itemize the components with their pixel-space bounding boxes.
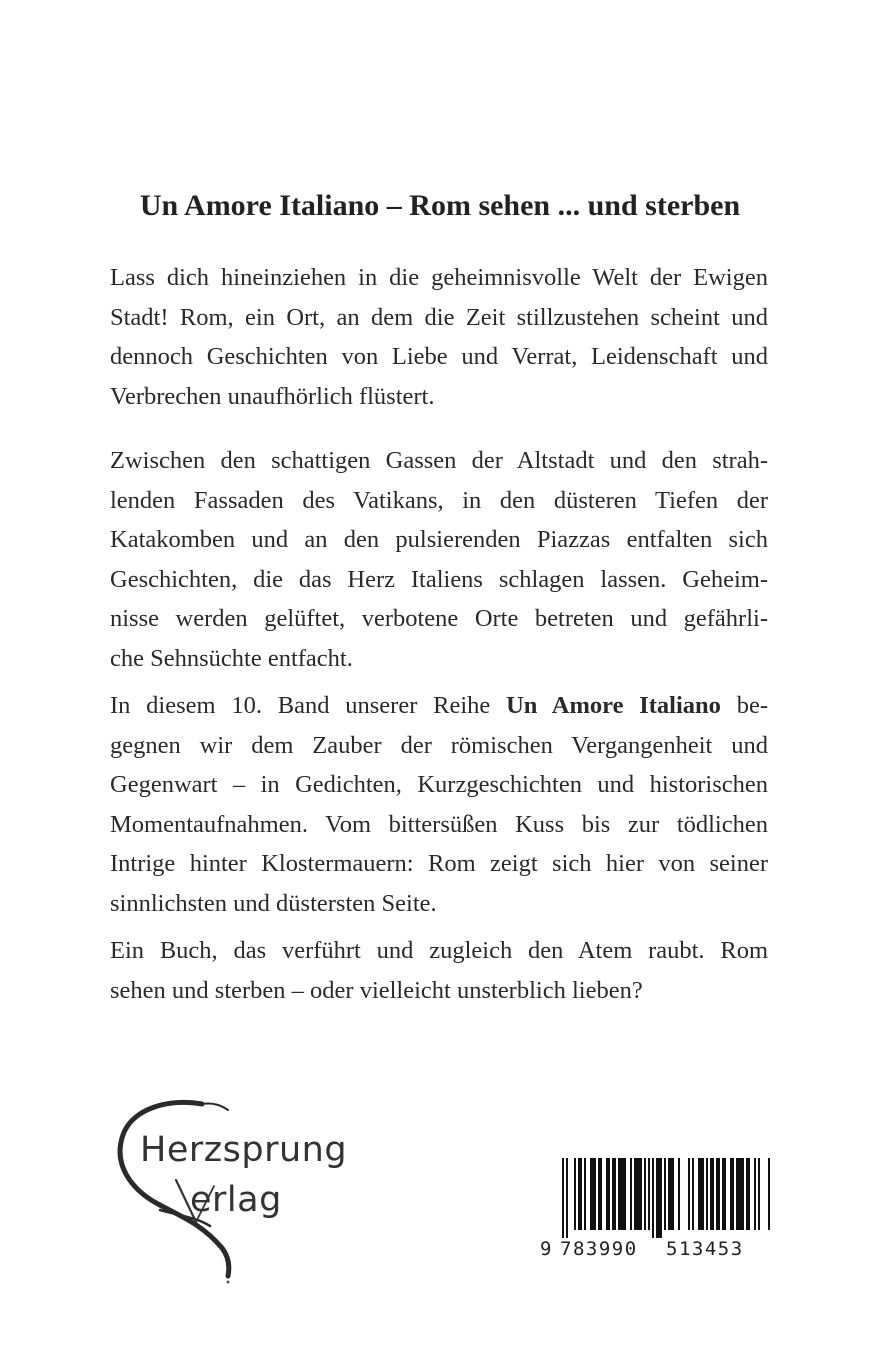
barcode-bar <box>590 1158 592 1230</box>
barcode-bar <box>688 1158 690 1230</box>
barcode-bar <box>740 1158 742 1230</box>
barcode-bar <box>656 1158 658 1238</box>
barcode-bar <box>578 1158 580 1230</box>
barcode-digit-group2: 513453 <box>666 1238 744 1260</box>
publisher-name-line2: erlag <box>190 1180 282 1220</box>
barcode-bar <box>594 1158 596 1230</box>
text-line: sinnlichsten und düstersten Seite. <box>110 889 437 917</box>
barcode-bar <box>644 1158 646 1230</box>
barcode-bar <box>722 1158 724 1230</box>
barcode-bar <box>670 1158 672 1230</box>
barcode-bar <box>592 1158 594 1230</box>
barcode-bar <box>730 1158 732 1230</box>
barcode-bar <box>580 1158 582 1230</box>
text-line: che Sehnsüchte entfacht. <box>110 644 353 672</box>
barcode-bar <box>698 1158 700 1230</box>
text-line: lenden Fassaden des Vatikans, in den düsteren Tiefen der <box>110 486 768 514</box>
barcode-bar <box>768 1158 770 1230</box>
barcode-bar <box>712 1158 714 1230</box>
text-line <box>110 686 768 726</box>
barcode-bar <box>702 1158 704 1230</box>
series-name: Un Amore Italiano <box>506 692 721 719</box>
barcode-bar <box>648 1158 650 1230</box>
barcode-bar <box>636 1158 638 1230</box>
barcode-bar <box>754 1158 756 1230</box>
barcode-bar <box>622 1158 624 1230</box>
barcode-bar <box>652 1158 654 1238</box>
text-line: sehen und sterben – oder vielleicht unsterblich lieben? <box>110 976 643 1004</box>
barcode-bar <box>710 1158 712 1230</box>
barcode-bar <box>758 1158 760 1230</box>
barcode-bar <box>724 1158 726 1230</box>
barcode-bar <box>678 1158 680 1230</box>
text-line: Verbrechen unaufhörlich flüstert. <box>110 382 435 410</box>
text-line: Katakomben und an den pulsierenden Piazzas entfalten sich <box>110 526 768 553</box>
barcode-bar <box>706 1158 708 1230</box>
barcode-bar <box>630 1158 632 1230</box>
barcode-bar <box>620 1158 622 1230</box>
text-line: dennoch Geschichten von Liebe und Verrat, Leidenschaft und <box>110 343 768 370</box>
barcode-digit-first: 9 <box>540 1238 552 1260</box>
isbn-barcode <box>540 1158 770 1270</box>
barcode-bar <box>612 1158 614 1230</box>
barcode-digit-group1: 783990 <box>560 1238 638 1260</box>
barcode-bar <box>700 1158 702 1230</box>
barcode-bar <box>614 1158 616 1230</box>
barcode-bar <box>748 1158 750 1230</box>
text-line: Intrige hinter Klostermauern: Rom zeigt sich hier von seiner <box>110 850 768 877</box>
barcode-bar <box>562 1158 564 1238</box>
barcode-bar <box>692 1158 694 1230</box>
barcode-bar <box>672 1158 674 1230</box>
paragraph-series <box>110 686 768 923</box>
barcode-bar <box>736 1158 738 1230</box>
barcode-bar <box>640 1158 642 1230</box>
text-line: nisse werden gelüftet, verbotene Orte betreten und gefährli- <box>110 605 768 632</box>
barcode-bar <box>732 1158 734 1230</box>
barcode-bar <box>746 1158 748 1230</box>
barcode-bar <box>608 1158 610 1230</box>
text-line: Lass dich hineinziehen in die geheimnisvolle Welt der Ewigen <box>110 264 768 291</box>
text-line: Stadt! Rom, ein Ort, an dem die Zeit stillzustehen scheint und <box>110 303 768 331</box>
text-line: Ein Buch, das verführt und zugleich den Atem raubt. Rom <box>110 937 768 964</box>
barcode-bar <box>574 1158 576 1230</box>
paragraph-intro <box>110 258 768 416</box>
barcode-bar <box>664 1158 666 1230</box>
text-line: gegnen wir dem Zauber der römischen Vergangenheit und <box>110 731 768 759</box>
barcode-bar <box>738 1158 740 1230</box>
text-line: Geschichten, die das Herz Italiens schlagen lassen. Geheim- <box>110 565 768 593</box>
barcode-bar <box>716 1158 718 1230</box>
barcode-bar <box>658 1158 660 1238</box>
barcode-bar <box>606 1158 608 1230</box>
barcode-bar <box>600 1158 602 1230</box>
text-line: Momentaufnahmen. Vom bittersüßen Kuss bis zur tödlichen <box>110 810 768 838</box>
text-line: Gegenwart – in Gedichten, Kurzgeschichten und historischen <box>110 771 768 798</box>
publisher-logo <box>110 1098 370 1288</box>
barcode-bar <box>634 1158 636 1230</box>
paragraph-closing <box>110 931 768 1010</box>
barcode-digits <box>540 1238 770 1264</box>
barcode-bar <box>660 1158 662 1238</box>
barcode-bar <box>624 1158 626 1230</box>
text-line: Zwischen den schattigen Gassen der Altstadt und den strah- <box>110 447 768 474</box>
barcode-bar <box>742 1158 744 1230</box>
barcode-bar <box>668 1158 670 1230</box>
barcode-bars <box>540 1158 770 1238</box>
barcode-bar <box>598 1158 600 1230</box>
barcode-bar <box>718 1158 720 1230</box>
paragraph-settings <box>110 441 768 678</box>
barcode-bar <box>638 1158 640 1230</box>
barcode-bar <box>618 1158 620 1230</box>
publisher-name-line1: Herzsprung <box>140 1130 348 1170</box>
book-title: Un Amore Italiano – Rom sehen ... und sterben <box>139 189 741 222</box>
text-segment: In diesem 10. Band unserer Reihe <box>110 692 491 719</box>
text-segment: be- <box>736 692 769 719</box>
barcode-bar <box>566 1158 568 1238</box>
barcode-bar <box>584 1158 586 1230</box>
